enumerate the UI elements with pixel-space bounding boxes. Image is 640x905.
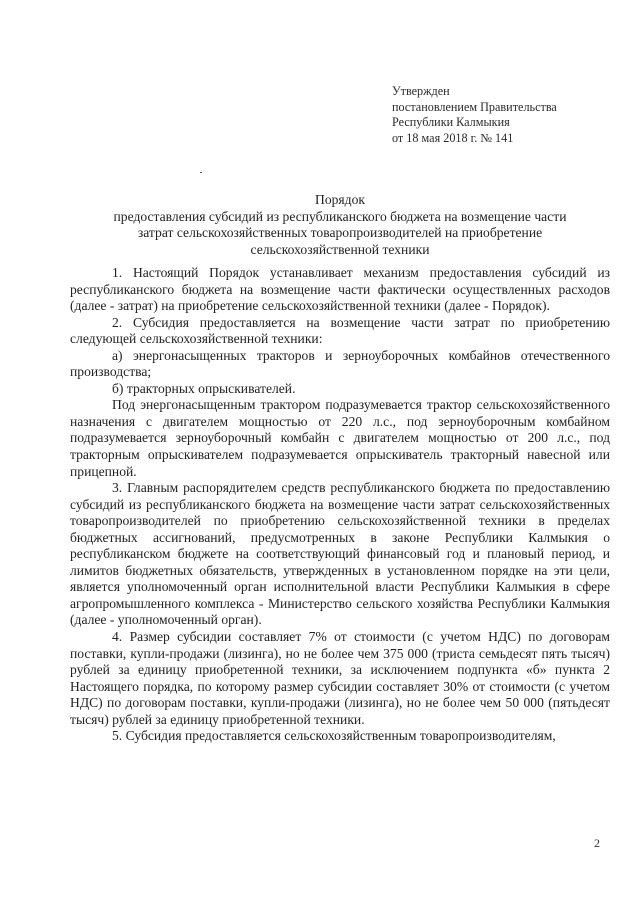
paragraph: 3. Главным распорядителем средств республиканского бюджета по предоставлению субсидий из республиканского бюджета на возмещение части затрат сельскохозяйственных товаропроизводителей по приобретению сельскохозяйственной техники в пределах бюджетных ассигнований, предусмотренных в законе Республики Калмыкия о республиканском бюджете на соответствующий финансовый год и плановый период, и лимитов бюджетных обязательств, утвержденных в установленном порядке на эти цели, является уполномоченный орган исполнительной власти Республики Калмыкия в сфере агропромышленного комплекса - Министерство сельского хозяйства Республики Калмыкия (далее - уполномоченный орган). [70,480,610,628]
title-subtitle-line: сельскохозяйственной техники [250,241,430,257]
approval-stamp [392,84,557,146]
approval-line: от 18 мая 2018 г. № 141 [392,130,514,145]
paragraph: 4. Размер субсидии составляет 7% от стоимости (с учетом НДС) по договорам поставки, купли-продажи (лизинга), но не более чем 375 000 (триста семьдесят пять тысяч) рублей за единицу приобретенной техники, за исключением подпункта «б» пункта 2 Настоящего порядка, по которому размер субсидии составляет 30% от стоимости (с учетом НДС) по договорам поставки, купли-продажи (лизинга), но не более чем 50 000 (пятьдесят тысяч) рублей за единицу приобретенной техники. [70,629,610,727]
title-subtitle-line: предоставления субсидий из республиканского бюджета на возмещение части [113,208,567,224]
paragraph: Под энергонасыщенным трактором подразумевается трактор сельскохозяйственного назначения с двигателем мощностью от 220 л.с., под зерноуборочным комбайном подразумевается зерноуборочный комбайн с двигателем мощностью от 200 л.с., под тракторным опрыскивателем подразумевается опрыскиватель тракторный навесной или прицепной. [70,397,610,479]
list-item: б) тракторных опрыскивателей. [112,380,296,396]
title-heading: Порядок [315,192,365,207]
stray-mark [200,172,202,173]
document-body [70,265,610,745]
title-subtitle-line: затрат сельскохозяйственных товаропроизводителей на приобретение [137,225,543,240]
approval-line: постановлением Правительства [392,99,557,114]
approval-line: Республики Калмыкия [392,115,510,129]
paragraph: 2. Субсидия предоставляется на возмещение части затрат по приобретению следующей сельскохозяйственной техники: [70,314,610,347]
page-number: 2 [594,836,600,850]
approval-line: Утвержден [392,84,450,98]
document-title [70,192,610,258]
paragraph: 1. Настоящий Порядок устанавливает механизм предоставления субсидий из республиканского бюджета на возмещение части фактически осуществленных расходов (далее - затрат) на приобретение сельскохозяйственной техники (далее - Порядок). [70,265,610,314]
paragraph: 5. Субсидия предоставляется сельскохозяйственным товаропроизводителям, [112,728,556,744]
list-item: а) энергонасыщенных тракторов и зерноуборочных комбайнов отечественного производства; [70,347,610,380]
